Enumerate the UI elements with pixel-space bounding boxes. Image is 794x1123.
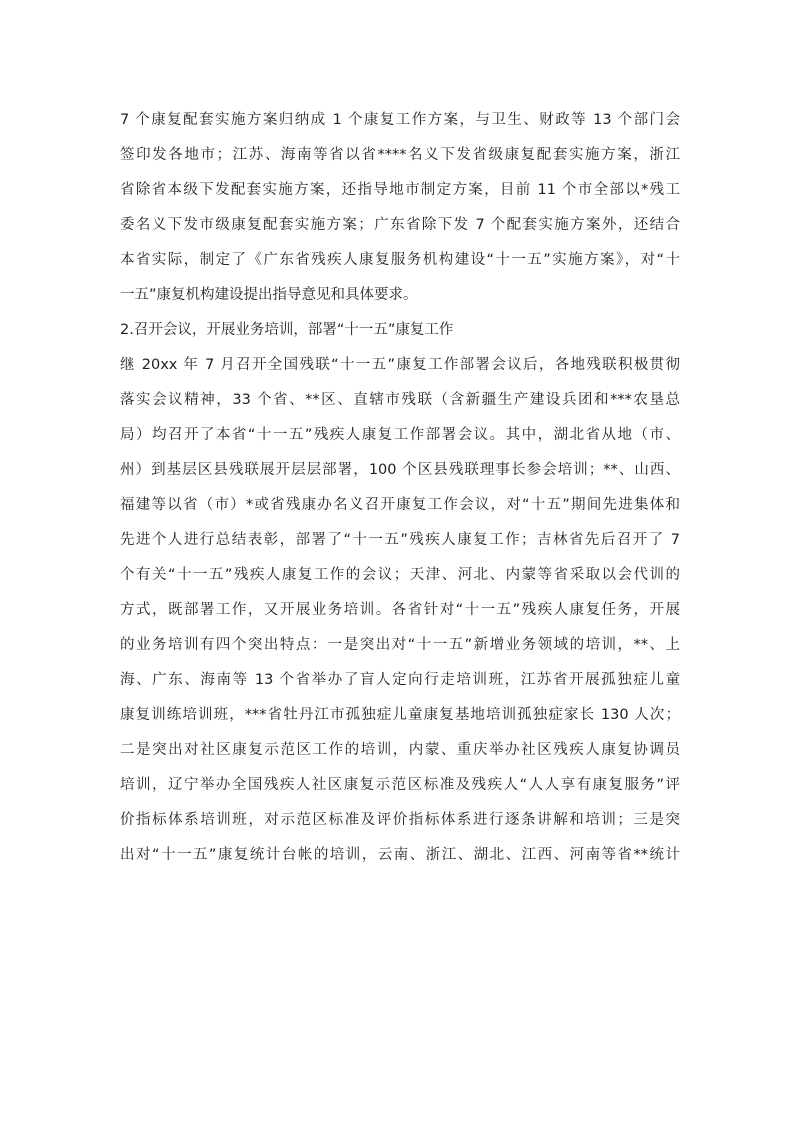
text-line: 签印发各地市；江苏、海南等省以省****名义下发省级康复配套实施方案，浙江 bbox=[120, 147, 680, 163]
text-line: 本省实际，制定了《广东省残疾人康复服务机构建设“十一五”实施方案》，对“十 bbox=[120, 252, 680, 268]
text-line: 培训，辽宁举办全国残疾人社区康复示范区标准及残疾人“人人享有康复服务”评 bbox=[120, 777, 680, 793]
text-line: 州）到基层区县残联展开层层部署，100 个区县残联理事长参会培训；**、山西、 bbox=[120, 462, 680, 478]
text-line: 出对“十一五”康复统计台帐的培训，云南、浙江、湖北、江西、河南等省**统计 bbox=[120, 847, 680, 863]
text-line: 康复训练培训班，***省牡丹江市孤独症儿童康复基地培训孤独症家长 130 人次； bbox=[120, 707, 680, 723]
text-line: 价指标体系培训班，对示范区标准及评价指标体系进行逐条讲解和培训；三是突 bbox=[120, 812, 680, 828]
text-line: 海、广东、海南等 13 个省举办了盲人定向行走培训班，江苏省开展孤独症儿童 bbox=[120, 672, 680, 688]
text-line: 省除省本级下发配套实施方案，还指导地市制定方案，目前 11 个市全部以*残工 bbox=[120, 182, 680, 198]
text-line: 福建等以省（市）*或省残康办名义召开康复工作会议，对“十五”期间先进集体和 bbox=[120, 497, 680, 513]
text-line: 一五”康复机构建设提出指导意见和具体要求。 bbox=[120, 287, 418, 303]
text-line: 先进个人进行总结表彰，部署了“十一五”残疾人康复工作；吉林省先后召开了 7 bbox=[120, 532, 680, 548]
text-line: 个有关“十一五”残疾人康复工作的会议；天津、河北、内蒙等省采取以会代训的 bbox=[120, 567, 680, 583]
text-line: 落实会议精神，33 个省、**区、直辖市残联（含新疆生产建设兵团和***农垦总 bbox=[120, 392, 680, 408]
text-line: 局）均召开了本省“十一五”残疾人康复工作部署会议。其中，湖北省从地（市、 bbox=[120, 427, 680, 443]
text-line: 二是突出对社区康复示范区工作的培训，内蒙、重庆举办社区残疾人康复协调员 bbox=[120, 742, 680, 758]
text-line: 委名义下发市级康复配套实施方案；广东省除下发 7 个配套实施方案外，还结合 bbox=[120, 217, 680, 233]
text-line: 方式，既部署工作，又开展业务培训。各省针对“十一五”残疾人康复任务，开展 bbox=[120, 602, 680, 618]
text-line: 继 20xx 年 7 月召开全国残联“十一五”康复工作部署会议后，各地残联积极贯彻 bbox=[120, 357, 680, 373]
section-heading: 2.召开会议，开展业务培训，部署“十一五”康复工作 bbox=[120, 322, 454, 338]
text-line: 7 个康复配套实施方案归纳成 1 个康复工作方案，与卫生、财政等 13 个部门会 bbox=[120, 112, 680, 128]
text-line: 的业务培训有四个突出特点：一是突出对“十一五”新增业务领域的培训，**、上 bbox=[120, 637, 680, 653]
body-text bbox=[120, 103, 680, 873]
